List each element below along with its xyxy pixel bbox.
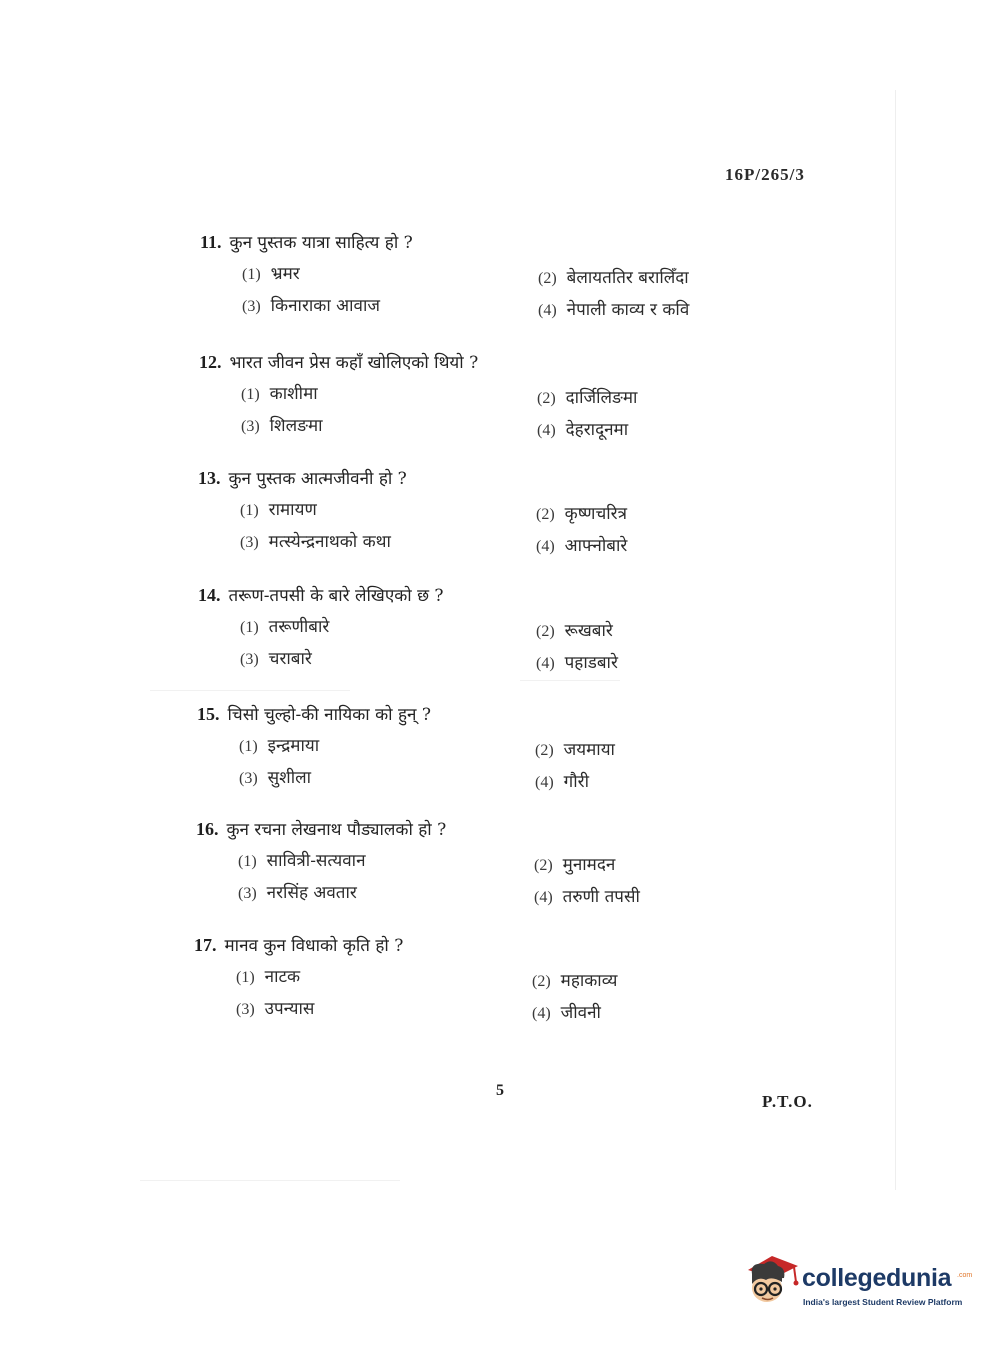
option-text: दार्जिलिङमा bbox=[565, 388, 638, 408]
option-text: कृष्णचरित्र bbox=[564, 504, 628, 524]
question-14 bbox=[198, 583, 798, 680]
option-1 bbox=[239, 733, 319, 756]
option-3 bbox=[242, 293, 380, 316]
option-1 bbox=[242, 261, 300, 284]
option-text: नाटक bbox=[264, 967, 301, 987]
question-stem bbox=[197, 702, 797, 727]
option-text: भ्रमर bbox=[270, 264, 300, 284]
option-label: (3) bbox=[241, 418, 260, 435]
option-label: (2) bbox=[538, 270, 557, 287]
option-1 bbox=[240, 497, 317, 520]
scan-artifact-line bbox=[150, 690, 350, 691]
pto-label: P.T.O. bbox=[762, 1092, 813, 1111]
option-text: बेलायततिर बरालिँदा bbox=[566, 268, 689, 288]
question-number: 17. bbox=[194, 935, 217, 955]
option-3 bbox=[236, 996, 314, 1019]
option-text: पहाडबारे bbox=[564, 653, 618, 673]
option-3 bbox=[240, 646, 312, 669]
question-15 bbox=[197, 702, 797, 799]
scan-page-edge bbox=[895, 90, 896, 1190]
scan-artifact-line bbox=[520, 680, 620, 681]
question-number: 15. bbox=[197, 704, 220, 724]
options-grid bbox=[241, 381, 761, 447]
option-text: इन्द्रमाया bbox=[267, 736, 320, 756]
option-label: (1) bbox=[241, 386, 260, 403]
question-stem bbox=[199, 350, 799, 375]
option-label: (1) bbox=[236, 969, 255, 986]
question-text: तरूण-तपसी के बारे लेखिएको छ ? bbox=[228, 586, 444, 606]
brand-suffix: .com bbox=[957, 1272, 973, 1279]
options-grid bbox=[236, 964, 756, 1030]
scan-artifact-line bbox=[140, 1180, 400, 1181]
collegedunia-watermark bbox=[742, 1250, 972, 1320]
question-text: भारत जीवन प्रेस कहाँ खोलिएको थियो ? bbox=[229, 353, 479, 373]
question-text: चिसो चुल्हो-की नायिका को हुन् ? bbox=[227, 705, 431, 725]
option-text: शिलङमा bbox=[269, 416, 323, 436]
paper-code: 16P/265/3 bbox=[725, 165, 805, 184]
option-text: रूखबारे bbox=[564, 621, 613, 641]
question-stem bbox=[194, 933, 794, 958]
option-label: (1) bbox=[238, 853, 257, 870]
question-stem bbox=[200, 230, 800, 255]
question-number: 11. bbox=[200, 232, 222, 252]
option-2 bbox=[535, 737, 615, 760]
option-3 bbox=[240, 529, 391, 552]
option-3 bbox=[238, 880, 357, 903]
option-3 bbox=[239, 765, 311, 788]
option-4 bbox=[535, 769, 589, 792]
option-label: (1) bbox=[239, 738, 258, 755]
option-text: उपन्यास bbox=[264, 999, 315, 1019]
option-label: (4) bbox=[538, 302, 557, 319]
option-label: (3) bbox=[238, 885, 257, 902]
option-4 bbox=[534, 884, 640, 907]
option-text: महाकाव्य bbox=[560, 971, 618, 991]
question-17 bbox=[194, 933, 794, 1030]
option-text: सावित्री-सत्यवान bbox=[266, 851, 366, 871]
question-12 bbox=[199, 350, 799, 447]
option-label: (3) bbox=[236, 1001, 255, 1018]
question-text: कुन रचना लेखनाथ पौड्यालको हो ? bbox=[226, 820, 447, 840]
option-text: मत्स्येन्द्रनाथको कथा bbox=[268, 532, 391, 552]
option-2 bbox=[536, 618, 613, 641]
option-text: नरसिंह अवतार bbox=[266, 883, 357, 903]
option-2 bbox=[534, 852, 615, 875]
question-text: कुन पुस्तक आत्मजीवनी हो ? bbox=[228, 469, 407, 489]
question-number: 14. bbox=[198, 585, 221, 605]
question-stem bbox=[198, 583, 798, 608]
option-text: आफ्नोबारे bbox=[564, 536, 628, 556]
option-label: (2) bbox=[534, 857, 553, 874]
option-label: (3) bbox=[240, 534, 259, 551]
option-text: रामायण bbox=[268, 500, 317, 520]
options-grid bbox=[240, 614, 760, 680]
option-label: (4) bbox=[532, 1005, 551, 1022]
option-label: (2) bbox=[536, 506, 555, 523]
option-label: (4) bbox=[536, 538, 555, 555]
question-stem bbox=[196, 817, 796, 842]
option-label: (3) bbox=[242, 298, 261, 315]
brand-tagline: India's largest Student Review Platform bbox=[803, 1297, 963, 1307]
question-text: मानव कुन विधाको कृति हो ? bbox=[224, 936, 404, 956]
question-16 bbox=[196, 817, 796, 914]
question-11 bbox=[200, 230, 800, 327]
option-label: (2) bbox=[535, 742, 554, 759]
option-label: (3) bbox=[240, 651, 259, 668]
question-number: 12. bbox=[199, 352, 222, 372]
option-label: (4) bbox=[536, 655, 555, 672]
option-3 bbox=[241, 413, 323, 436]
option-text: तरूणीबारे bbox=[268, 617, 330, 637]
question-text: कुन पुस्तक यात्रा साहित्य हो ? bbox=[229, 233, 413, 253]
question-number: 13. bbox=[198, 468, 221, 488]
options-grid bbox=[239, 733, 759, 799]
option-text: नेपाली काव्य र कवि bbox=[566, 300, 690, 320]
option-text: चराबारे bbox=[268, 649, 312, 669]
option-text: जयमाया bbox=[563, 740, 615, 760]
option-2 bbox=[532, 968, 617, 991]
option-4 bbox=[532, 1000, 601, 1023]
question-13 bbox=[198, 466, 798, 563]
option-1 bbox=[240, 614, 329, 637]
option-1 bbox=[236, 964, 300, 987]
option-label: (2) bbox=[537, 390, 556, 407]
option-text: गौरी bbox=[563, 772, 589, 792]
option-2 bbox=[537, 385, 637, 408]
option-text: काशीमा bbox=[269, 384, 318, 404]
brand-name: collegedunia bbox=[802, 1264, 952, 1292]
option-1 bbox=[241, 381, 318, 404]
question-number: 16. bbox=[196, 819, 219, 839]
page-number: 5 bbox=[496, 1082, 504, 1099]
option-label: (4) bbox=[537, 422, 556, 439]
option-label: (1) bbox=[240, 619, 259, 636]
option-label: (2) bbox=[532, 973, 551, 990]
option-2 bbox=[538, 265, 689, 288]
option-label: (1) bbox=[240, 502, 259, 519]
option-text: सुशीला bbox=[267, 768, 312, 788]
option-1 bbox=[238, 848, 366, 871]
option-2 bbox=[536, 501, 627, 524]
options-grid bbox=[242, 261, 762, 327]
option-label: (4) bbox=[535, 774, 554, 791]
option-4 bbox=[536, 533, 627, 556]
option-4 bbox=[536, 650, 618, 673]
question-stem bbox=[198, 466, 798, 491]
option-text: जीवनी bbox=[560, 1003, 601, 1023]
option-4 bbox=[538, 297, 689, 320]
option-text: मुनामदन bbox=[562, 855, 616, 875]
options-grid bbox=[240, 497, 760, 563]
option-4 bbox=[537, 417, 628, 440]
option-text: देहरादूनमा bbox=[565, 420, 629, 440]
mascot-logo-icon bbox=[742, 1250, 802, 1312]
option-label: (4) bbox=[534, 889, 553, 906]
option-label: (3) bbox=[239, 770, 258, 787]
option-text: तरुणी तपसी bbox=[562, 887, 640, 907]
options-grid bbox=[238, 848, 758, 914]
option-label: (2) bbox=[536, 623, 555, 640]
option-label: (1) bbox=[242, 266, 261, 283]
option-text: किनाराका आवाज bbox=[270, 296, 381, 316]
